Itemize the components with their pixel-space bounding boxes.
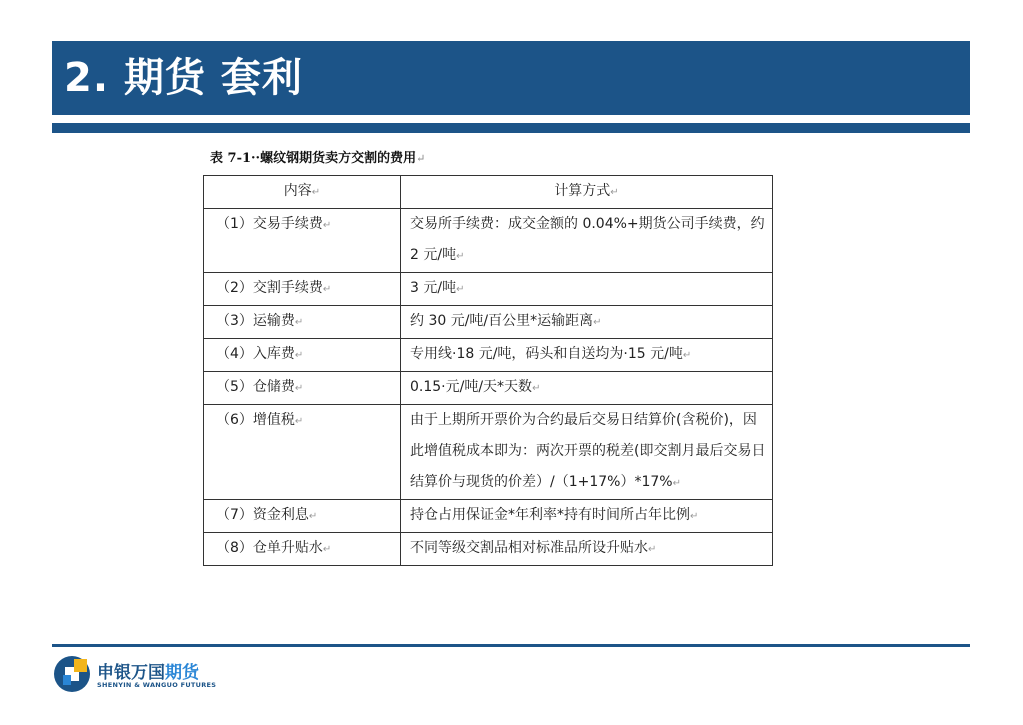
- logo-text-en: SHENYIN & WANGUO FUTURES: [97, 681, 217, 689]
- cell-item: （5）仓储费↵: [204, 372, 401, 405]
- cell-item: （2）交割手续费↵: [204, 273, 401, 306]
- company-logo: [53, 655, 223, 695]
- table-row: [204, 500, 773, 533]
- table-row: [204, 405, 773, 500]
- slide-title: 2. 期货 套利: [64, 55, 303, 101]
- fee-table: [203, 175, 773, 566]
- cell-item: （4）入库费↵: [204, 339, 401, 372]
- cell-method: 0.15·元/吨/天*天数↵: [401, 372, 773, 405]
- cell-method: 持仓占用保证金*年利率*持有时间所占年比例↵: [401, 500, 773, 533]
- title-underline: [52, 123, 970, 133]
- cell-method: 约 30 元/吨/百公里*运输距离↵: [401, 306, 773, 339]
- cell-item: （1）交易手续费↵: [204, 209, 401, 273]
- column-header-method: 计算方式↵: [401, 176, 773, 209]
- cell-method: 交易所手续费：成交金额的 0.04%+期货公司手续费，约 2 元/吨↵: [401, 209, 773, 273]
- table-row: [204, 273, 773, 306]
- cell-item: （3）运输费↵: [204, 306, 401, 339]
- logo-mark-icon: [53, 655, 91, 693]
- table-row: [204, 533, 773, 566]
- table-row: [204, 339, 773, 372]
- cell-item: （7）资金利息↵: [204, 500, 401, 533]
- paragraph-mark-icon: ↵: [416, 152, 426, 165]
- table-row: [204, 306, 773, 339]
- table-row: [204, 372, 773, 405]
- cell-method: 由于上期所开票价为合约最后交易日结算价(含税价)，因此增值税成本即为：两次开票的税差(即交割月最后交易日结算价与现货的价差）/（1+17%）*17%↵: [401, 405, 773, 500]
- table-caption: [210, 147, 425, 166]
- table-caption-text: 表 7-1··螺纹钢期货卖方交割的费用: [210, 151, 417, 166]
- cell-method: 专用线·18 元/吨，码头和自送均为·15 元/吨↵: [401, 339, 773, 372]
- cell-method: 3 元/吨↵: [401, 273, 773, 306]
- cell-item: （6）增值税↵: [204, 405, 401, 500]
- cell-method: 不同等级交割品相对标准品所设升贴水↵: [401, 533, 773, 566]
- table-header-row: [204, 176, 773, 209]
- table-row: [204, 209, 773, 273]
- footer-rule: [52, 644, 970, 647]
- logo-text-cn: 申银万国期货: [97, 663, 199, 683]
- cell-item: （8）仓单升贴水↵: [204, 533, 401, 566]
- column-header-item: 内容↵: [204, 176, 401, 209]
